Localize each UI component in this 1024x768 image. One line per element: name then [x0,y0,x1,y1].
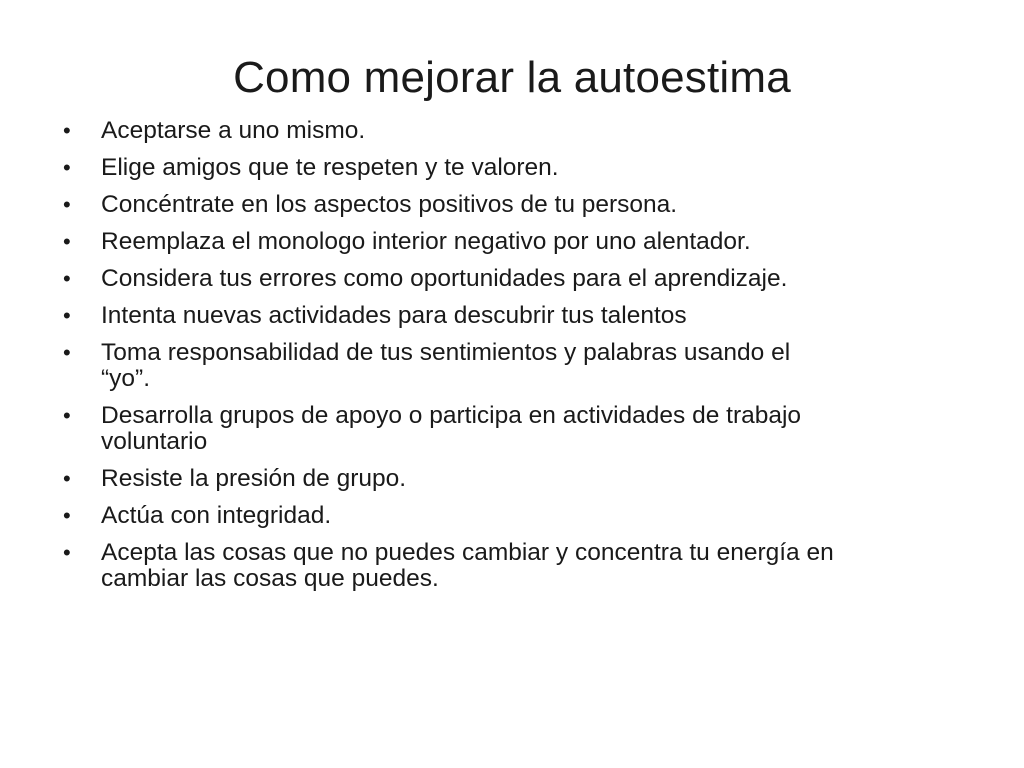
list-item [59,540,959,592]
list-item [59,340,959,392]
list-item-text: Acepta las cosas que no puedes cambiar y concentra tu energía en cambiar las cosas que puedes. [101,539,834,592]
bullet-list [59,118,959,603]
list-item-text: Reemplaza el monologo interior negativo por uno alentador. [101,228,751,255]
list-item [59,118,959,144]
slide-title: Como mejorar la autoestima [233,53,791,102]
list-item-text: Considera tus errores como oportunidades para el aprendizaje. [101,265,788,292]
bullet-icon: • [63,540,71,565]
bullet-icon: • [63,503,71,528]
list-item-text: Elige amigos que te respeten y te valoren. [101,154,559,181]
bullet-icon: • [63,340,71,365]
list-item [59,403,959,455]
bullet-icon: • [63,303,71,328]
list-item-text: Toma responsabilidad de tus sentimientos y palabras usando el “yo”. [101,339,791,392]
list-item [59,303,959,329]
bullet-icon: • [63,155,71,180]
list-item [59,229,959,255]
list-item-text: Concéntrate en los aspectos positivos de tu persona. [101,191,678,218]
bullet-icon: • [63,403,71,428]
list-item-text: Intenta nuevas actividades para descubrir tus talentos [101,302,687,329]
list-item [59,266,959,292]
bullet-icon: • [63,266,71,291]
list-item [59,503,959,529]
bullet-icon: • [63,466,71,491]
list-item-text: Actúa con integridad. [101,502,332,529]
bullet-icon: • [63,229,71,254]
list-item [59,466,959,492]
list-item [59,192,959,218]
list-item-text: Aceptarse a uno mismo. [101,117,366,144]
list-item-text: Resiste la presión de grupo. [101,465,407,492]
list-item-text: Desarrolla grupos de apoyo o participa en actividades de trabajo voluntario [101,402,802,455]
bullet-icon: • [63,192,71,217]
bullet-icon: • [63,118,71,143]
list-item [59,155,959,181]
